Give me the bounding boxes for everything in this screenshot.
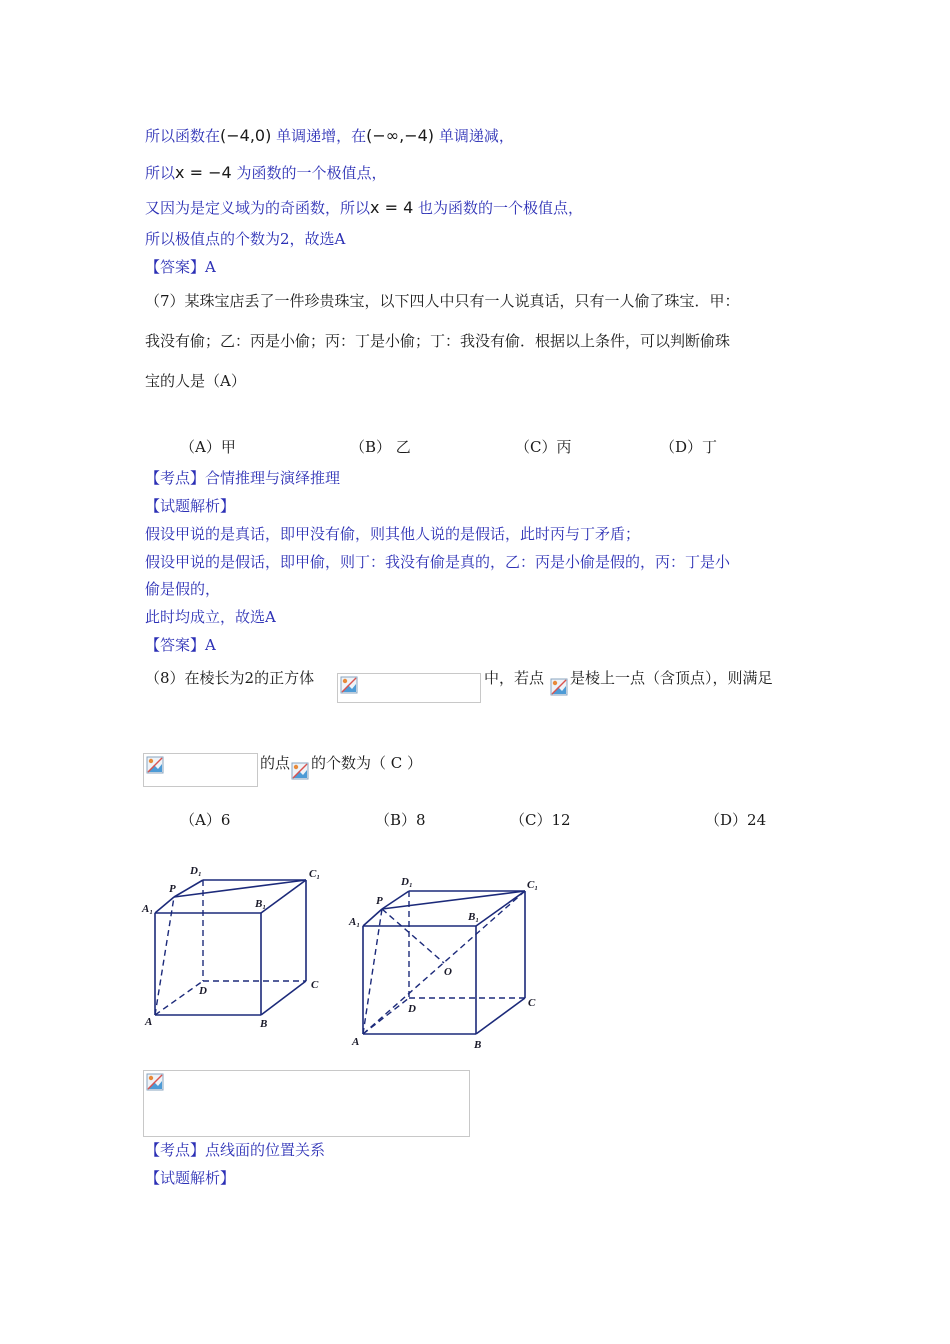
q8-stem-a: （8）在棱长为2的正方体 [145, 669, 315, 687]
cube-figure-2 [345, 868, 550, 1058]
label-o: O [444, 966, 452, 978]
q7-jiexi-line3: 偷是假的， [145, 580, 221, 598]
q8-stem-d: 的点 [260, 754, 291, 772]
label-b: B [474, 1039, 482, 1051]
q8-option-a: （A）6 [180, 811, 231, 829]
solution6-line4: 所以极值点的个数为2，故选A [145, 230, 346, 248]
solution6-line1: 所以函数在(−4,0) 单调递增，在(−∞,−4) 单调递减， [145, 126, 514, 145]
q8-stem-b: 中，若点 [484, 669, 545, 687]
broken-image-icon [550, 678, 568, 696]
label-d: D [199, 985, 207, 997]
formula-image-placeholder [337, 673, 481, 703]
label-a1: A₁ [142, 903, 154, 915]
label-c1: C₁ [527, 879, 539, 891]
label-d1: D₁ [401, 876, 413, 888]
label-b1: B₁ [468, 911, 480, 923]
interval-math: (−4,0) [220, 126, 272, 145]
q7-stem-line2: 我没有偷；乙：丙是小偷；丙：丁是小偷；丁：我没有偷．根据以上条件，可以判断偷珠 [145, 332, 731, 350]
label-a: A [145, 1016, 153, 1028]
q7-stem-line1: （7）某珠宝店丢了一件珍贵珠宝，以下四人中只有一人说真话，只有一人偷了珠宝．甲： [145, 292, 740, 310]
label-p: P [169, 883, 176, 895]
q8-kaodian: 【考点】点线面的位置关系 [145, 1141, 326, 1159]
hidden-segment-p-o [382, 909, 444, 963]
label-c1: C₁ [309, 868, 321, 880]
solution6-line3: 又因为是定义域为的奇函数，所以x = 4 也为函数的一个极值点， [145, 198, 584, 217]
q7-option-b: （B） 乙 [350, 438, 411, 456]
q7-jiexi-title: 【试题解析】 [145, 497, 236, 515]
label-d1: D₁ [190, 865, 202, 877]
broken-image-icon [291, 762, 309, 780]
formula-image-placeholder [143, 753, 258, 787]
edge-b-c [261, 981, 306, 1015]
hidden-segment-a-p [363, 909, 382, 1034]
q7-jiexi-line2: 假设甲说的是假话，即甲偷，则丁：我没有偷是真的，乙：丙是小偷是假的，丙：丁是小 [145, 553, 731, 571]
label-d: D [408, 1003, 416, 1015]
hidden-edge-a-d [363, 998, 409, 1034]
q8-stem-e: 的个数为（ C ） [311, 754, 423, 772]
solution-image-placeholder [143, 1070, 470, 1137]
equation-math: x = 4 [370, 198, 414, 217]
q8-option-b: （B）8 [375, 811, 426, 829]
q7-jiexi-line1: 假设甲说的是真话，即甲没有偷，则其他人说的是假话，此时丙与丁矛盾； [145, 525, 641, 543]
q7-option-c: （C）丙 [515, 438, 572, 456]
label-c: C [528, 997, 536, 1009]
q8-jiexi-title: 【试题解析】 [145, 1169, 236, 1187]
label-a1: A₁ [349, 916, 361, 928]
equation-math: x = −4 [175, 163, 232, 182]
interval-math: (−∞,−4) [366, 126, 435, 145]
label-b1: B₁ [255, 898, 267, 910]
label-p: P [376, 895, 383, 907]
broken-image-icon [146, 756, 164, 774]
q7-kaodian: 【考点】合情推理与演绎推理 [145, 469, 341, 487]
solution6-line2: 所以x = −4 为函数的一个极值点， [145, 163, 387, 182]
label-a: A [352, 1036, 360, 1048]
answer-label: 【答案】A [145, 258, 216, 276]
q7-answer: 【答案】A [145, 636, 216, 654]
cube-figure-1 [138, 858, 338, 1038]
q8-stem-c: 是棱上一点（含顶点），则满足 [570, 669, 773, 687]
hidden-edge-a-d [155, 981, 203, 1015]
q7-option-a: （A）甲 [180, 438, 236, 456]
hidden-segment-a-p [155, 897, 174, 1015]
broken-image-icon [340, 676, 358, 694]
q7-jiexi-line4: 此时均成立，故选A [145, 608, 276, 626]
broken-image-icon [146, 1073, 164, 1091]
edge-b-c [476, 998, 525, 1034]
q8-option-c: （C）12 [510, 811, 571, 829]
label-b: B [260, 1018, 268, 1030]
q7-option-d: （D）丁 [660, 438, 718, 456]
q8-option-d: （D）24 [705, 811, 767, 829]
label-c: C [311, 979, 319, 991]
q7-stem-line3: 宝的人是（A） [145, 372, 246, 390]
